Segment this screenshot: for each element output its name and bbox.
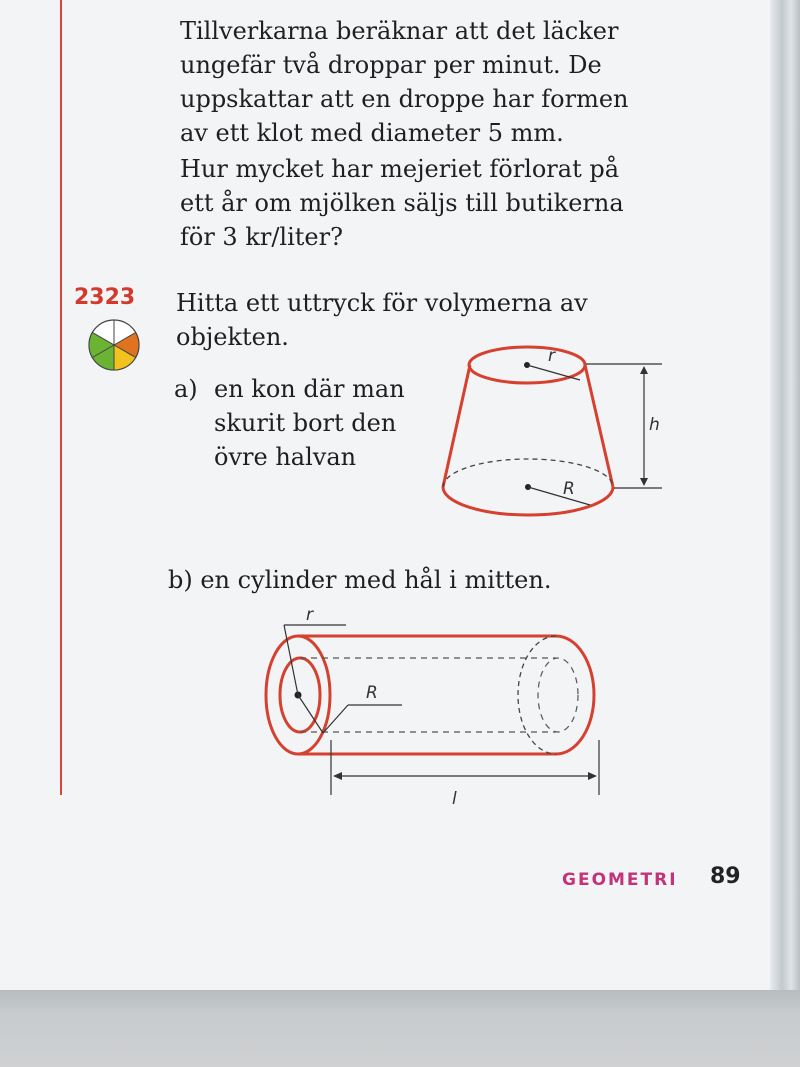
exercise-number: 2323 [74,285,136,310]
difficulty-pie-icon [89,320,139,370]
frustum-r-label: r [548,346,555,366]
cylinder-r-label: r [306,605,313,625]
footer-category: GEOMETRI [562,870,678,890]
cylinder-R-label: R [366,683,378,703]
frustum-R-label: R [563,479,575,499]
frustum-figure [443,346,662,515]
exercise-title: Hitta ett uttryck för volymerna av objekten. [176,289,588,351]
part-a-text: en kon där man skurit bort den övre halvan [214,375,405,471]
cylinder-l-label: l [452,789,457,809]
page-number: 89 [710,864,741,889]
intro-paragraph-2: Hur mycket har mejeriet förlorat på ett år om mjölken säljs till butikerna för 3 kr/liter? [180,155,624,251]
part-b-text: b) en cylinder med hål i mitten. [168,566,552,594]
hollow-cylinder-figure [266,605,599,809]
part-a-label: a) [174,375,198,403]
intro-paragraph-1: Tillverkarna beräknar att det läcker ungefär två droppar per minut. De uppskattar att en droppe har formen av ett klot med diameter 5 mm. [180,17,629,147]
frustum-h-label: h [649,415,660,435]
